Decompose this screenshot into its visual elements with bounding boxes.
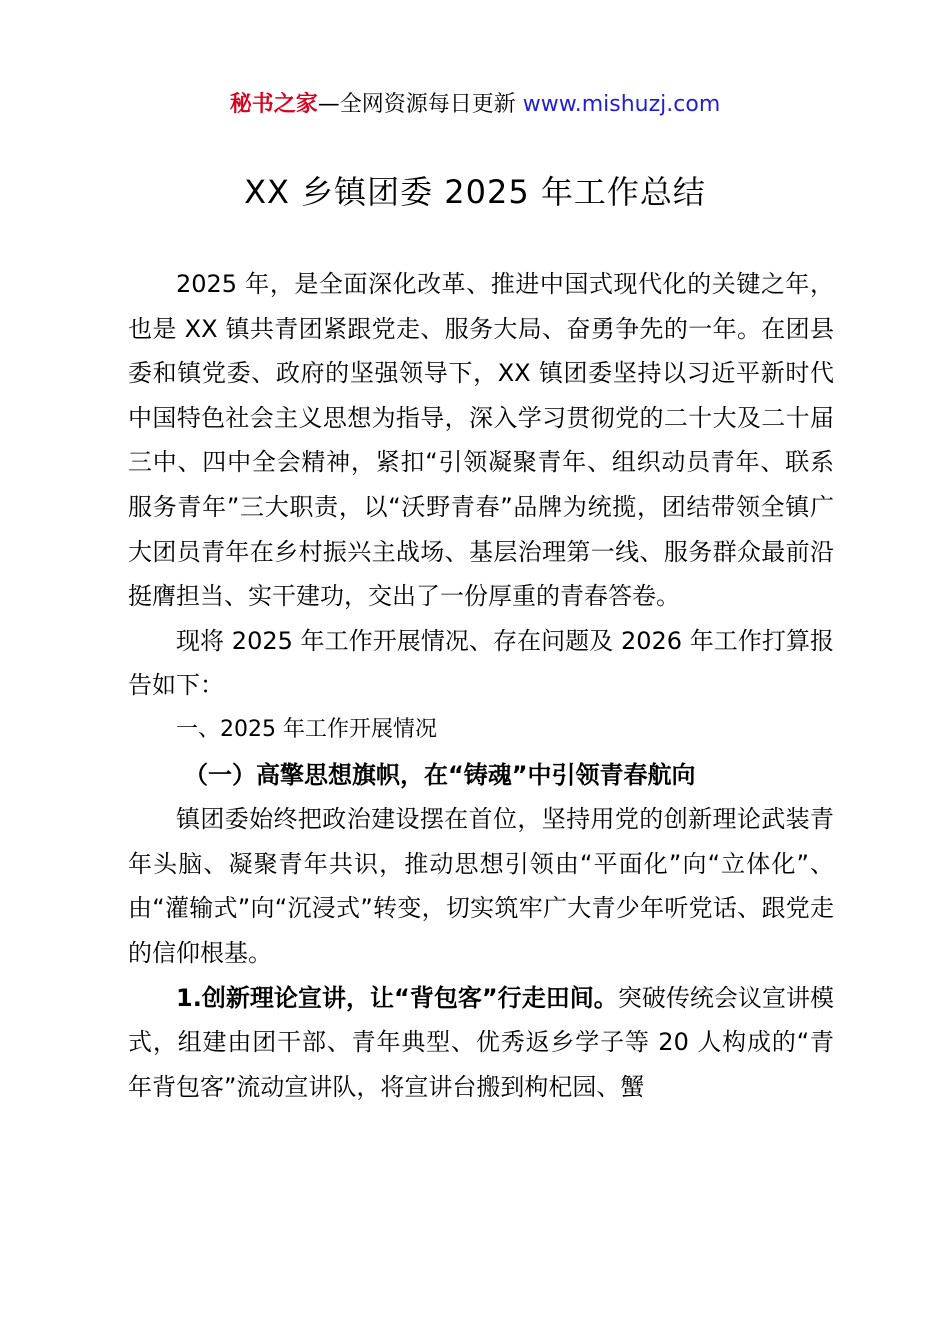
document-title: XX 乡镇团委 2025 年工作总结 (244, 173, 706, 211)
site-slogan: —全网资源每日更新 (317, 92, 523, 117)
subsection-paragraph: 镇团委始终把政治建设摆在首位，坚持用党的创新理论武装青年头脑、凝聚青年共识，推动思想引领由“平面化”向“立体化”、由“灌输式”向“沉浸式”转变，切实筑牢广大青少年听党话、跟党走的信仰根基。 (128, 805, 834, 967)
item-text: 突破传统会议宣讲模式，组建由团干部、青年典型、优秀返乡学子等 20 人构成的“青年背包客”流动宣讲队，将宣讲台搬到枸杞园、蟹 (128, 983, 834, 1101)
section-heading: 一、2025 年工作开展情况 (176, 716, 437, 742)
site-brand: 秘书之家 (229, 92, 318, 117)
site-url-link[interactable]: www.mishuzj.com (522, 92, 721, 117)
intro-paragraph: 2025 年，是全面深化改革、推进中国式现代化的关键之年，也是 XX 镇共青团紧跟党走、服务大局、奋勇争先的一年。在团县委和镇党委、政府的坚强领导下，XX 镇团委坚持以习近平新时代中国特色社会主义思想为指导，深入学习贯彻党的二十大及二十届三中、四中全会精神，紧扣“引领凝聚青年、组织动员青年、联系服务青年”三大职责，以“沃野青春”品牌为统揽，团结带领全镇广大团员青年在乡村振兴主战场、基层治理第一线、服务群众最前沿挺膺担当、实干建功，交出了一份厚重的青春答卷。 (128, 270, 834, 611)
subsection-heading: （一）高擎思想旗帜，在“铸魂”中引领青春航向 (184, 760, 696, 789)
item-paragraph (128, 976, 834, 1110)
report-paragraph: 现将 2025 年工作开展情况、存在问题及 2026 年工作打算报告如下： (128, 626, 834, 700)
item-heading: 1.创新理论宣讲，让“背包客”行走田间。 (176, 983, 618, 1012)
document-body (128, 262, 834, 1109)
site-header (0, 88, 950, 122)
